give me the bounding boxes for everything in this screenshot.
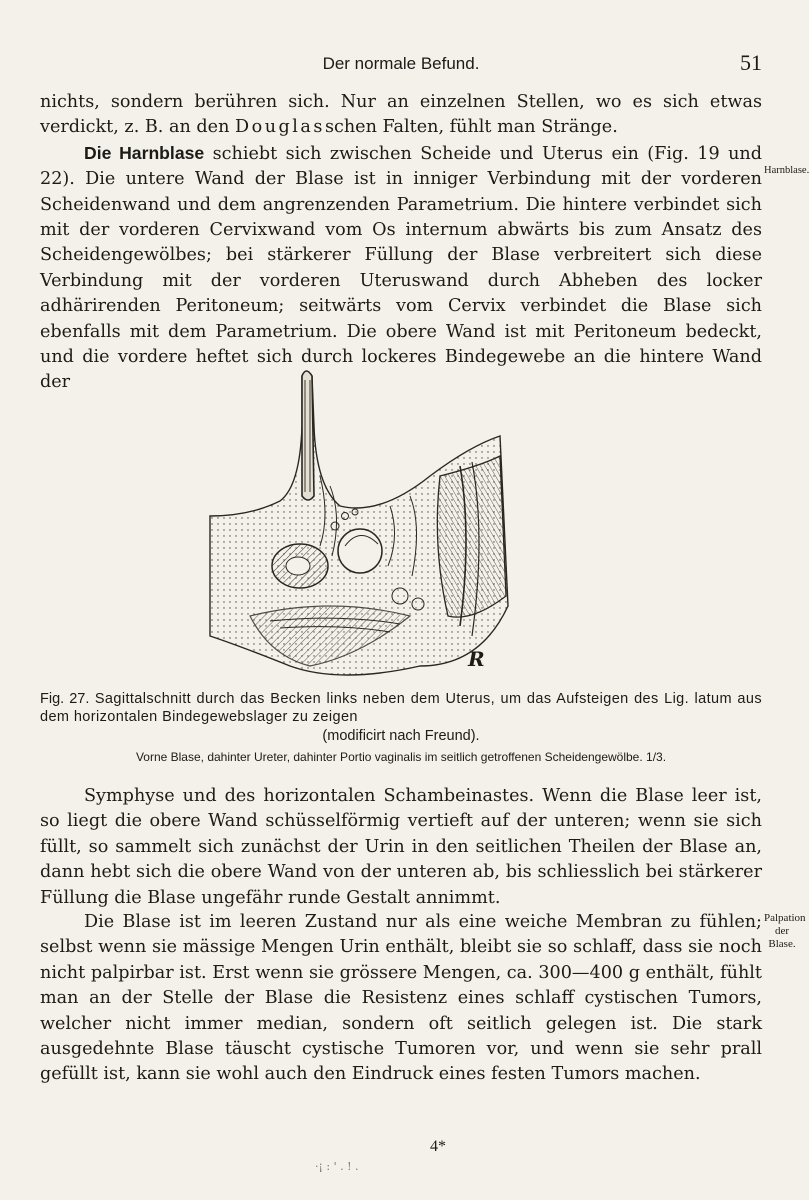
paragraph-harnblase xyxy=(40,90,762,396)
page-number: 51 xyxy=(740,50,762,75)
margin-note-palpation: Palpation der Blase. xyxy=(764,912,806,950)
figure-caption-small: Vorne Blase, dahinter Ureter, dahinter Portio vaginalis im seitlich getroffenen Scheidengewölbe. 1/3. xyxy=(135,750,667,764)
section-lead-harnblase: Die Harnblase xyxy=(84,142,205,163)
paragraph-intro-2: schen Falten, fühlt man Stränge. xyxy=(324,117,618,138)
sagittal-section-figure xyxy=(210,366,510,686)
paragraph-fuellung: Symphyse und des horizontalen Schambeinastes. Wenn die Blase leer ist, so liegt die obere Wand schüsselförmig vertieft auf der unteren; wenn sie sich füllt, so sammelt sich zunächst der Urin in den seitlichen Theilen der Blase an, dann hebt sich die obere Wand von der unteren ab, bis schliesslich bei stärkerer Füllung die Blase ungefähr runde Gestalt annimmt. xyxy=(40,786,762,908)
library-stamp: ·¡ : ' . ! . xyxy=(315,1160,359,1173)
figure-caption-sub: (modificirt nach Freund). xyxy=(322,728,480,744)
figure-caption-lead: Fig. 27. xyxy=(40,691,90,707)
figure-caption-text: Sagittalschnitt durch das Becken links neben dem Uterus, um das Aufsteigen des Lig. latum aus dem horizontalen Bindegewebslager zu zeigen xyxy=(40,691,762,725)
paragraph-intro: nichts, sondern berühren sich. Nur an einzelnen Stellen, wo es sich etwas verdickt, z. B. an den xyxy=(40,92,762,138)
signature-mark: 4* xyxy=(430,1138,446,1155)
figure-caption xyxy=(40,690,762,726)
paragraph-rest: schiebt sich zwischen Scheide und Uterus ein (Fig. 19 und 22). Die untere Wand der Blase ist in inniger Verbindung mit der vorderen Scheidenwand und dem angrenzenden Parametrium. Die hintere verbindet sich mit der vorderen Cervixwand vom Os internum abwärts bis zum Ansatz des Scheidengewölbes; bei stärkerer Füllung der Blase verbreitert sich diese Verbindung mit der vorderen Uteruswand durch Abheben des locker adhärirenden Peritoneum; seitwärts vom Cervix verbindet die Blase sich ebenfalls mit dem Parametrium. Die obere Wand ist mit Peritoneum bedeckt, und die vordere heftet sich durch lockeres Bindegewebe an die hintere Wand der xyxy=(40,143,762,393)
margin-note-harnblase: Harnblase. xyxy=(764,165,809,176)
running-header xyxy=(40,50,762,74)
paragraph-palpation: Die Blase ist im leeren Zustand nur als eine weiche Membran zu fühlen; selbst wenn sie mässige Mengen Urin enthält, bleibt sie so schlaff, dass sie noch nicht palpirbar ist. Erst wenn sie grössere Mengen, ca. 300—400 g enthält, fühlt man an der Stelle der Blase die Resistenz eines schlaff cystischen Tumors, welcher nicht immer median, sondern oft seitlich gelegen ist. Die stark ausgedehnte Blase täuscht cystische Tumoren vor, und wenn sie sehr prall gefüllt ist, kann sie wohl auch den Eindruck eines festen Tumors machen. xyxy=(40,912,762,1085)
douglas-name: Douglas xyxy=(235,117,325,138)
header-title: Der normale Befund. xyxy=(322,54,480,73)
figure-letter: R xyxy=(468,647,485,671)
